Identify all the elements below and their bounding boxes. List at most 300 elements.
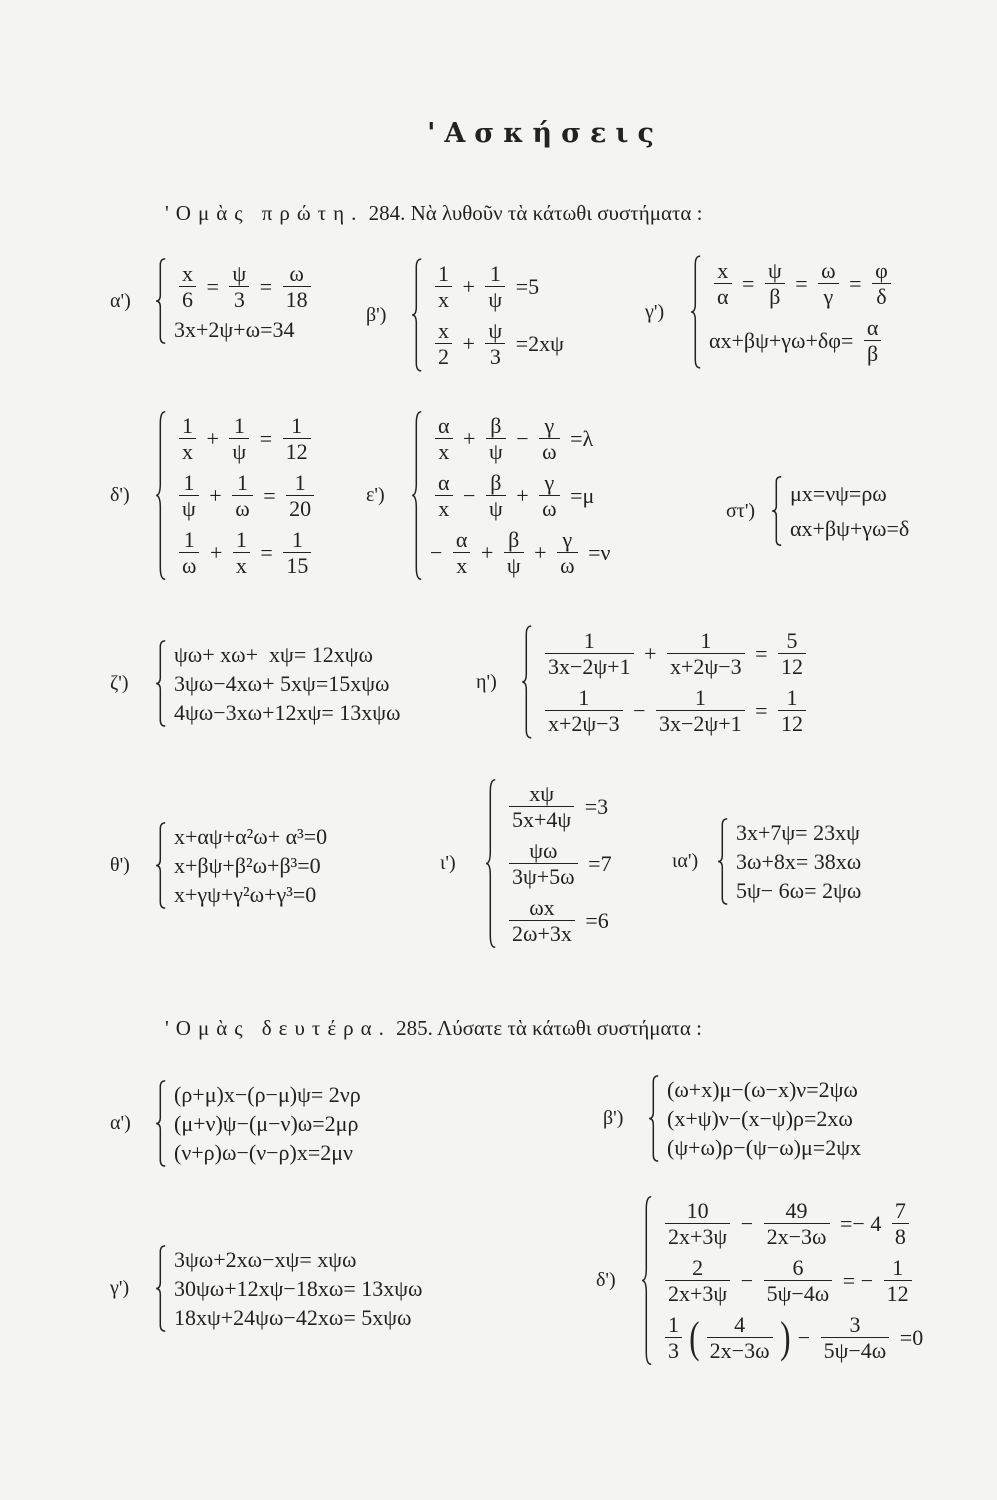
numerator: β <box>490 413 502 438</box>
brace <box>410 410 424 581</box>
equation-text: 3x+7ψ= 23xψ <box>736 820 860 845</box>
equation-text: + <box>510 483 535 508</box>
fraction <box>174 413 201 464</box>
equation <box>174 467 319 524</box>
numerator: 5 <box>786 628 798 653</box>
group-title: 'Ομὰς πρώτη. <box>165 201 364 225</box>
equation-text: =λ <box>564 426 594 451</box>
equation-text: (x+ψ)ν−(x−ψ)ρ=2xω <box>667 1106 853 1131</box>
equation-text: αx+βψ+γω=δ <box>790 516 910 541</box>
system-label: γ') <box>645 300 665 323</box>
equation <box>174 640 400 669</box>
fraction <box>660 1255 735 1306</box>
equation-text: = <box>257 483 282 508</box>
numerator: 1 <box>291 527 303 552</box>
equation-text: (ω+x)μ−(ω−x)ν=2ψω <box>667 1077 858 1102</box>
denominator: x <box>453 552 471 578</box>
group-2-heading <box>165 1016 702 1041</box>
numerator: 1 <box>233 413 245 438</box>
equation-text: (ν+ρ)ω−(ν−ρ)x=2μν <box>174 1140 354 1165</box>
denominator: x <box>435 495 453 521</box>
fraction <box>879 1255 917 1306</box>
equation <box>709 255 896 312</box>
equation-text: − <box>510 426 535 451</box>
equation-text: = <box>254 274 278 299</box>
fraction <box>773 628 811 679</box>
equation <box>790 479 909 508</box>
numerator: 2 <box>692 1255 704 1280</box>
denominator: δ <box>872 283 891 309</box>
equation <box>430 467 610 524</box>
equation-text: + <box>528 540 553 565</box>
numerator: 6 <box>792 1255 804 1280</box>
denominator: ψ <box>229 438 249 464</box>
fraction <box>480 318 510 369</box>
fraction <box>174 261 201 312</box>
numerator: 1 <box>235 527 247 552</box>
denominator: ψ <box>485 286 505 312</box>
group-1-heading <box>165 201 703 226</box>
denominator: 12 <box>778 710 806 736</box>
equation <box>660 1195 923 1252</box>
equation-text: 5ψ− 6ω= 2ψω <box>736 878 862 903</box>
denominator: 20 <box>286 495 314 521</box>
brace <box>154 1245 168 1332</box>
denominator: x+2ψ−3 <box>545 710 623 736</box>
denominator: x <box>233 552 250 578</box>
system-285-b <box>603 1075 861 1162</box>
numerator: 1 <box>583 628 595 653</box>
numerator: 1 <box>182 413 193 438</box>
system-label: α') <box>110 289 131 312</box>
equation-text: =− 4 <box>834 1211 887 1236</box>
equations <box>736 818 861 905</box>
numerator: ωx <box>529 895 555 920</box>
equation-text: =0 <box>894 1325 924 1350</box>
equation-text: (μ+ν)ψ−(μ−ν)ω=2μρ <box>174 1111 359 1136</box>
denominator: 12 <box>884 1280 912 1306</box>
numerator: 1 <box>694 685 706 710</box>
fraction <box>227 470 257 521</box>
fraction <box>759 1255 838 1306</box>
equation-text: αx+βψ+γω+δφ= <box>709 328 859 353</box>
equation <box>736 847 861 876</box>
system-284-b <box>366 258 564 372</box>
equation-text: =3 <box>579 794 609 819</box>
fraction <box>224 413 254 464</box>
numerator: 1 <box>578 685 590 710</box>
equation-text: =2xψ <box>510 331 564 356</box>
fraction <box>499 527 529 578</box>
equation-text: 18xψ+24ψω−42xω= 5xψω <box>174 1305 412 1330</box>
numerator: 4 <box>734 1312 746 1337</box>
equation <box>504 835 612 892</box>
equation-text: + <box>203 483 228 508</box>
equation <box>174 1138 361 1167</box>
system-285-c <box>110 1245 422 1332</box>
equation-text: + <box>475 540 499 565</box>
equations <box>790 476 909 546</box>
equation-text: − <box>735 1211 759 1236</box>
numerator: α <box>866 315 879 340</box>
fraction <box>224 261 254 312</box>
fraction <box>709 258 737 309</box>
equation-text: = <box>254 426 278 451</box>
numerator: 1 <box>892 1255 904 1280</box>
fraction <box>278 261 316 312</box>
brace <box>640 1195 654 1366</box>
numerator: 1 <box>183 527 195 552</box>
equation <box>430 315 564 372</box>
fraction <box>760 258 790 309</box>
system-284-d <box>110 410 319 581</box>
denominator: 5ψ−4ω <box>764 1280 833 1306</box>
equation-text: = <box>749 641 774 666</box>
equation <box>174 698 400 727</box>
fraction <box>534 413 564 464</box>
numerator: x <box>182 261 193 286</box>
fraction <box>702 1312 778 1363</box>
big-parenthesis: ) <box>779 1312 791 1362</box>
fraction <box>651 685 750 736</box>
equation <box>660 1252 923 1309</box>
equations <box>430 258 564 372</box>
equation <box>667 1104 861 1133</box>
numerator: 1 <box>489 261 501 286</box>
denominator: x <box>435 438 453 464</box>
numerator: γ <box>544 413 555 438</box>
denominator: 3x−2ψ+1 <box>656 710 745 736</box>
equation-text: + <box>201 426 225 451</box>
equation-text: x+αψ+α²ω+ α³=0 <box>174 824 328 849</box>
denominator: ω <box>232 495 252 521</box>
fraction <box>660 1198 735 1249</box>
equation <box>174 851 327 880</box>
denominator: 12 <box>283 438 311 464</box>
equation-text: − <box>430 540 448 565</box>
denominator: x <box>435 286 452 312</box>
equation-text: x+γψ+γ²ω+γ³=0 <box>174 882 317 907</box>
denominator: 5x+4ψ <box>509 806 574 832</box>
fraction <box>448 527 476 578</box>
numerator: ψ <box>232 261 247 286</box>
equation <box>540 682 811 739</box>
system-label: ια') <box>672 850 699 872</box>
denominator: 3ψ+5ω <box>509 863 578 889</box>
equation <box>540 625 811 682</box>
numerator: 1 <box>183 470 195 495</box>
page-title: 'Ασκήσεις <box>427 118 663 149</box>
equation <box>430 258 564 315</box>
numerator: α <box>438 413 450 438</box>
group-title: 'Ομὰς δευτέρα. <box>165 1016 391 1040</box>
fraction <box>504 838 583 889</box>
equation <box>174 410 319 467</box>
equation <box>790 514 909 543</box>
fraction <box>859 315 887 366</box>
fraction <box>504 895 580 946</box>
equations <box>504 778 612 949</box>
numerator: ω <box>289 261 304 286</box>
denominator: β <box>864 340 882 366</box>
equation-text: − <box>792 1325 816 1350</box>
numerator: β <box>508 527 520 552</box>
equation-text: = <box>254 540 279 565</box>
numerator: φ <box>875 258 888 283</box>
equation-text: = <box>736 271 760 296</box>
system-284-e <box>366 410 610 581</box>
numerator: xψ <box>529 781 554 806</box>
numerator: γ <box>544 470 555 495</box>
equation <box>174 822 327 851</box>
denominator: 3 <box>229 286 249 312</box>
equation <box>174 524 319 581</box>
equation <box>430 524 610 581</box>
equations <box>174 640 400 727</box>
fraction <box>773 685 811 736</box>
fraction <box>480 261 510 312</box>
equation <box>736 876 861 905</box>
system-284-h <box>476 625 811 739</box>
equation-text: = <box>789 271 814 296</box>
equation <box>660 1309 923 1366</box>
equation <box>430 410 610 467</box>
equation <box>174 258 316 315</box>
system-label: γ') <box>110 1277 130 1299</box>
fraction <box>660 1312 687 1363</box>
brace <box>154 822 168 909</box>
denominator: ψ <box>486 438 506 464</box>
equation-text: μx=νψ=ρω <box>790 481 887 506</box>
denominator: 2x+3ψ <box>665 1280 730 1306</box>
equation-text: − <box>457 483 481 508</box>
numerator: γ <box>562 527 573 552</box>
system-284-g <box>110 640 400 727</box>
system-284-i <box>110 822 327 909</box>
numerator: x <box>717 258 729 283</box>
equations <box>660 1195 923 1366</box>
fraction <box>813 258 843 309</box>
equation <box>174 880 327 909</box>
system-label: η') <box>476 670 497 693</box>
system-284-a <box>110 258 316 344</box>
equation-text: = − <box>837 1268 879 1293</box>
system-285-d <box>596 1195 923 1366</box>
numerator: 1 <box>668 1312 679 1337</box>
system-label: θ') <box>110 854 130 876</box>
numerator: 1 <box>700 628 712 653</box>
denominator: 3x−2ψ+1 <box>545 653 634 679</box>
brace <box>484 778 498 949</box>
equation-text: = <box>749 698 774 723</box>
brace <box>689 255 703 369</box>
fraction <box>430 470 458 521</box>
exercise-number: 285. <box>396 1016 433 1040</box>
equation-text: + <box>457 274 481 299</box>
equation <box>709 312 896 369</box>
fraction <box>504 781 579 832</box>
fraction <box>867 258 896 309</box>
denominator: ψ <box>486 495 506 521</box>
equations <box>174 258 316 344</box>
numerator: α <box>455 527 468 552</box>
denominator: ψ <box>179 495 199 521</box>
denominator: ψ <box>504 552 524 578</box>
equations <box>709 255 896 369</box>
equation <box>174 1303 422 1332</box>
denominator: 2x−3ω <box>707 1337 773 1363</box>
denominator: 6 <box>179 286 196 312</box>
fraction <box>174 527 204 578</box>
denominator: 12 <box>778 653 806 679</box>
system-label: στ') <box>726 499 756 522</box>
equation <box>736 818 861 847</box>
equation-text: (ψ+ω)ρ−(ψ−ω)μ=2ψx <box>667 1135 861 1160</box>
equation-text: =ν <box>582 540 611 565</box>
denominator: 3 <box>665 1337 682 1363</box>
fraction <box>228 527 255 578</box>
equation <box>667 1133 861 1162</box>
numerator: ψ <box>767 258 782 283</box>
numerator: 3 <box>849 1312 861 1337</box>
numerator: 1 <box>291 413 303 438</box>
equation <box>174 315 316 344</box>
system-label: δ') <box>596 1269 616 1291</box>
system-label: ε') <box>366 484 385 506</box>
fraction <box>662 628 750 679</box>
equations <box>430 410 610 581</box>
fraction <box>278 527 316 578</box>
equation-text: =6 <box>579 908 609 933</box>
brace <box>154 258 168 344</box>
fraction <box>481 413 511 464</box>
brace <box>520 625 534 739</box>
denominator: 2x+3ψ <box>665 1223 730 1249</box>
numerator: 1 <box>236 470 248 495</box>
denominator: 5ψ−4ω <box>821 1337 890 1363</box>
fraction <box>540 628 639 679</box>
system-284-k <box>672 818 861 905</box>
system-label: δ') <box>110 484 130 506</box>
numerator: 1 <box>438 261 449 286</box>
system-284-c <box>645 255 896 369</box>
fraction <box>759 1198 835 1249</box>
fraction <box>430 413 458 464</box>
equation-text: + <box>457 426 481 451</box>
fraction <box>552 527 582 578</box>
equation-text: + <box>204 540 228 565</box>
system-284-j <box>440 778 612 949</box>
denominator: 8 <box>892 1223 909 1249</box>
equation-text: 3ψω+2xω−xψ= xψω <box>174 1247 357 1272</box>
brace <box>154 410 168 581</box>
numerator: 1 <box>786 685 798 710</box>
equations <box>174 410 319 581</box>
numerator: ψω <box>529 838 558 863</box>
equation-text: =7 <box>582 851 612 876</box>
brace <box>770 476 784 546</box>
system-284-f <box>726 476 909 546</box>
denominator: 15 <box>283 552 311 578</box>
equations <box>174 1245 422 1332</box>
equation-text: − <box>627 698 652 723</box>
denominator: α <box>714 283 732 309</box>
equation-text: = <box>201 274 225 299</box>
brace <box>154 1080 168 1167</box>
fraction <box>481 470 511 521</box>
fraction <box>540 685 628 736</box>
equation-text: 4ψω−3xω+12xψ= 13xψω <box>174 700 401 725</box>
equations <box>174 822 327 909</box>
denominator: x+2ψ−3 <box>667 653 745 679</box>
system-label: β') <box>366 303 387 326</box>
equation-text: x+βψ+β²ω+β³=0 <box>174 853 321 878</box>
denominator: 2ω+3x <box>509 920 575 946</box>
numerator: α <box>438 470 450 495</box>
system-label: α') <box>110 1112 131 1134</box>
numerator: 1 <box>294 470 306 495</box>
fraction <box>430 318 457 369</box>
equation-text: + <box>638 641 663 666</box>
equation-text: =5 <box>510 274 540 299</box>
equation <box>504 892 612 949</box>
denominator: ω <box>179 552 199 578</box>
brace <box>410 258 424 372</box>
fraction <box>534 470 564 521</box>
exercise-number: 284. <box>368 201 406 225</box>
fraction <box>816 1312 895 1363</box>
fraction <box>887 1198 914 1249</box>
denominator: 2x−3ω <box>764 1223 830 1249</box>
instruction: Λύσατε τὰ κάτωθι συστήματα : <box>436 1016 702 1040</box>
equation <box>174 1274 422 1303</box>
denominator: 3 <box>485 343 505 369</box>
equation-text: + <box>457 331 481 356</box>
denominator: ω <box>539 495 559 521</box>
numerator: ω <box>821 258 836 283</box>
fraction <box>278 413 316 464</box>
equation <box>667 1075 861 1104</box>
fraction <box>430 261 457 312</box>
equation-text: − <box>735 1268 759 1293</box>
denominator: ω <box>557 552 577 578</box>
equation-text: 3ψω−4xω+ 5xψ=15xψω <box>174 671 390 696</box>
instruction: Νὰ λυθοῦν τὰ κάτωθι συστήματα : <box>410 201 703 225</box>
numerator: β <box>490 470 502 495</box>
equation-text: ψω+ xω+ xψ= 12xψω <box>174 642 373 667</box>
system-label: ζ') <box>110 672 129 694</box>
fraction <box>174 470 204 521</box>
equations <box>174 1080 361 1167</box>
numerator: 7 <box>894 1198 906 1223</box>
equations <box>667 1075 861 1162</box>
denominator: 18 <box>283 286 311 312</box>
numerator: x <box>438 318 449 343</box>
equation <box>174 1080 361 1109</box>
numerator: ψ <box>488 318 503 343</box>
equation <box>174 669 400 698</box>
denominator: ω <box>539 438 559 464</box>
denominator: γ <box>818 283 838 309</box>
denominator: x <box>179 438 196 464</box>
equation <box>504 778 612 835</box>
system-285-a <box>110 1080 361 1167</box>
equation-text: 3x+2ψ+ω=34 <box>174 317 295 342</box>
equation <box>174 1245 422 1274</box>
system-label: ι') <box>440 852 456 874</box>
equation-text: 3ω+8x= 38xω <box>736 849 862 874</box>
equation-text: (ρ+μ)x−(ρ−μ)ψ= 2νρ <box>174 1082 361 1107</box>
